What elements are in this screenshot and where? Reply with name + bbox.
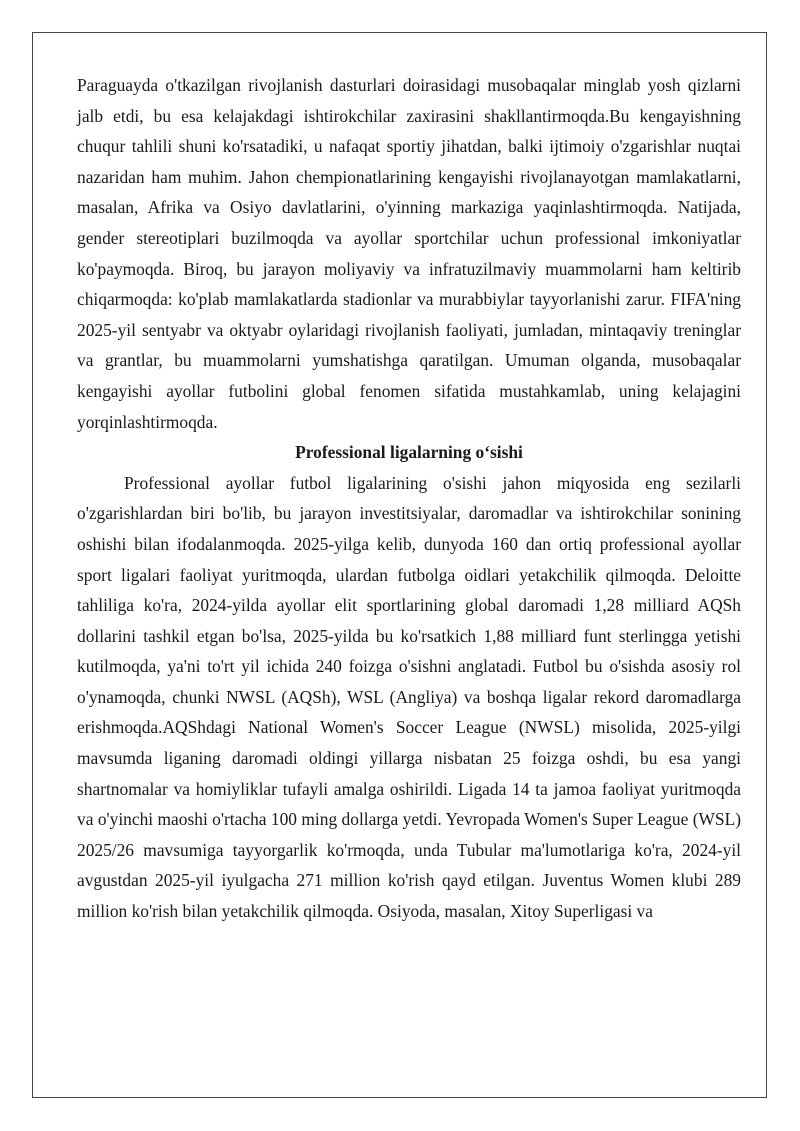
document-body [77,70,741,927]
section-heading: Professional ligalarning o‘sishi [295,442,523,463]
paragraph-continuation: Paraguayda o'tkazilgan rivojlanish dasturlari doirasidagi musobaqalar minglab yosh qizlarni jalb etdi, bu esa kelajakdagi ishtirokchilar zaxirasini shakllantirmoqda.Bu kengayishning chuqur tahlili shuni ko'rsatadiki, u nafaqat sportiy jihatdan, balki ijtimoiy o'zgarishlar nuqtai nazaridan ham muhim. Jahon chempionatlarining kengayishi rivojlanayotgan mamlakatlarni, masalan, Afrika va Osiyo davlatlarini, o'yinning markaziga yaqinlashtirmoqda. Natijada, gender stereotiplari buzilmoqda va ayollar sportchilar uchun professional imkoniyatlar ko'paymoqda. Biroq, bu jarayon moliyaviy va infratuzilmaviy muammolarni ham keltirib chiqarmoqda: ko'plab mamlakatlarda stadionlar va murabbiylar tayyorlanishi zarur. FIFA'ning 2025-yil sentyabr va oktyabr oylaridagi rivojlanish faoliyati, jumladan, mintaqaviy treninglar va grantlar, bu muammolarni yumshatishga qaratilgan. Umuman olganda, musobaqalar kengayishi ayollar futbolini global fenomen sifatida mustahkamlab, uning kelajagini yorqinlashtirmoqda. [77,75,741,432]
paragraph-professional-leagues: Professional ayollar futbol ligalarining o'sishi jahon miqyosida eng sezilarli o'zgarishlardan biri bo'lib, bu jarayon investitsiyalar, daromadlar va ishtirokchilar sonining oshishi bilan ifodalanmoqda. 2025-yilga kelib, dunyoda 160 dan ortiq professional ayollar sport ligalari faoliyat yuritmoqda, ulardan futbolga oidlari yetakchilik qilmoqda. Deloitte tahliliga ko'ra, 2024-yilda ayollar elit sportlarining global daromadi 1,28 milliard AQSh dollarini tashkil etgan bo'lsa, 2025-yilda bu ko'rsatkich 1,88 milliard funt sterlingga yetishi kutilmoqda, ya'ni to'rt yil ichida 240 foizga o'sishni anglatadi. Futbol bu o'sishda asosiy rol o'ynamoqda, chunki NWSL (AQSh), WSL (Angliya) va boshqa ligalar rekord daromadlarga erishmoqda.AQShdagi National Women's Soccer League (NWSL) misolida, 2025-yilgi mavsumda liganing daromadi oldingi yillarga nisbatan 25 foizga oshdi, bu esa yangi shartnomalar va homiyliklar tufayli amalga oshirildi. Ligada 14 ta jamoa faoliyat yuritmoqda va o'yinchi maoshi o'rtacha 100 ming dollarga yetdi. Yevropada Women's Super League (WSL) 2025/26 mavsumiga tayyorgarlik ko'rmoqda, unda Tubular ma'lumotlariga ko'ra, 2024-yil avgustdan 2025-yil iyulgacha 271 million ko'rish qayd etilgan. Juventus Women klubi 289 million ko'rish bilan yetakchilik qilmoqda. Osiyoda, masalan, Xitoy Superligasi va [77,472,741,922]
